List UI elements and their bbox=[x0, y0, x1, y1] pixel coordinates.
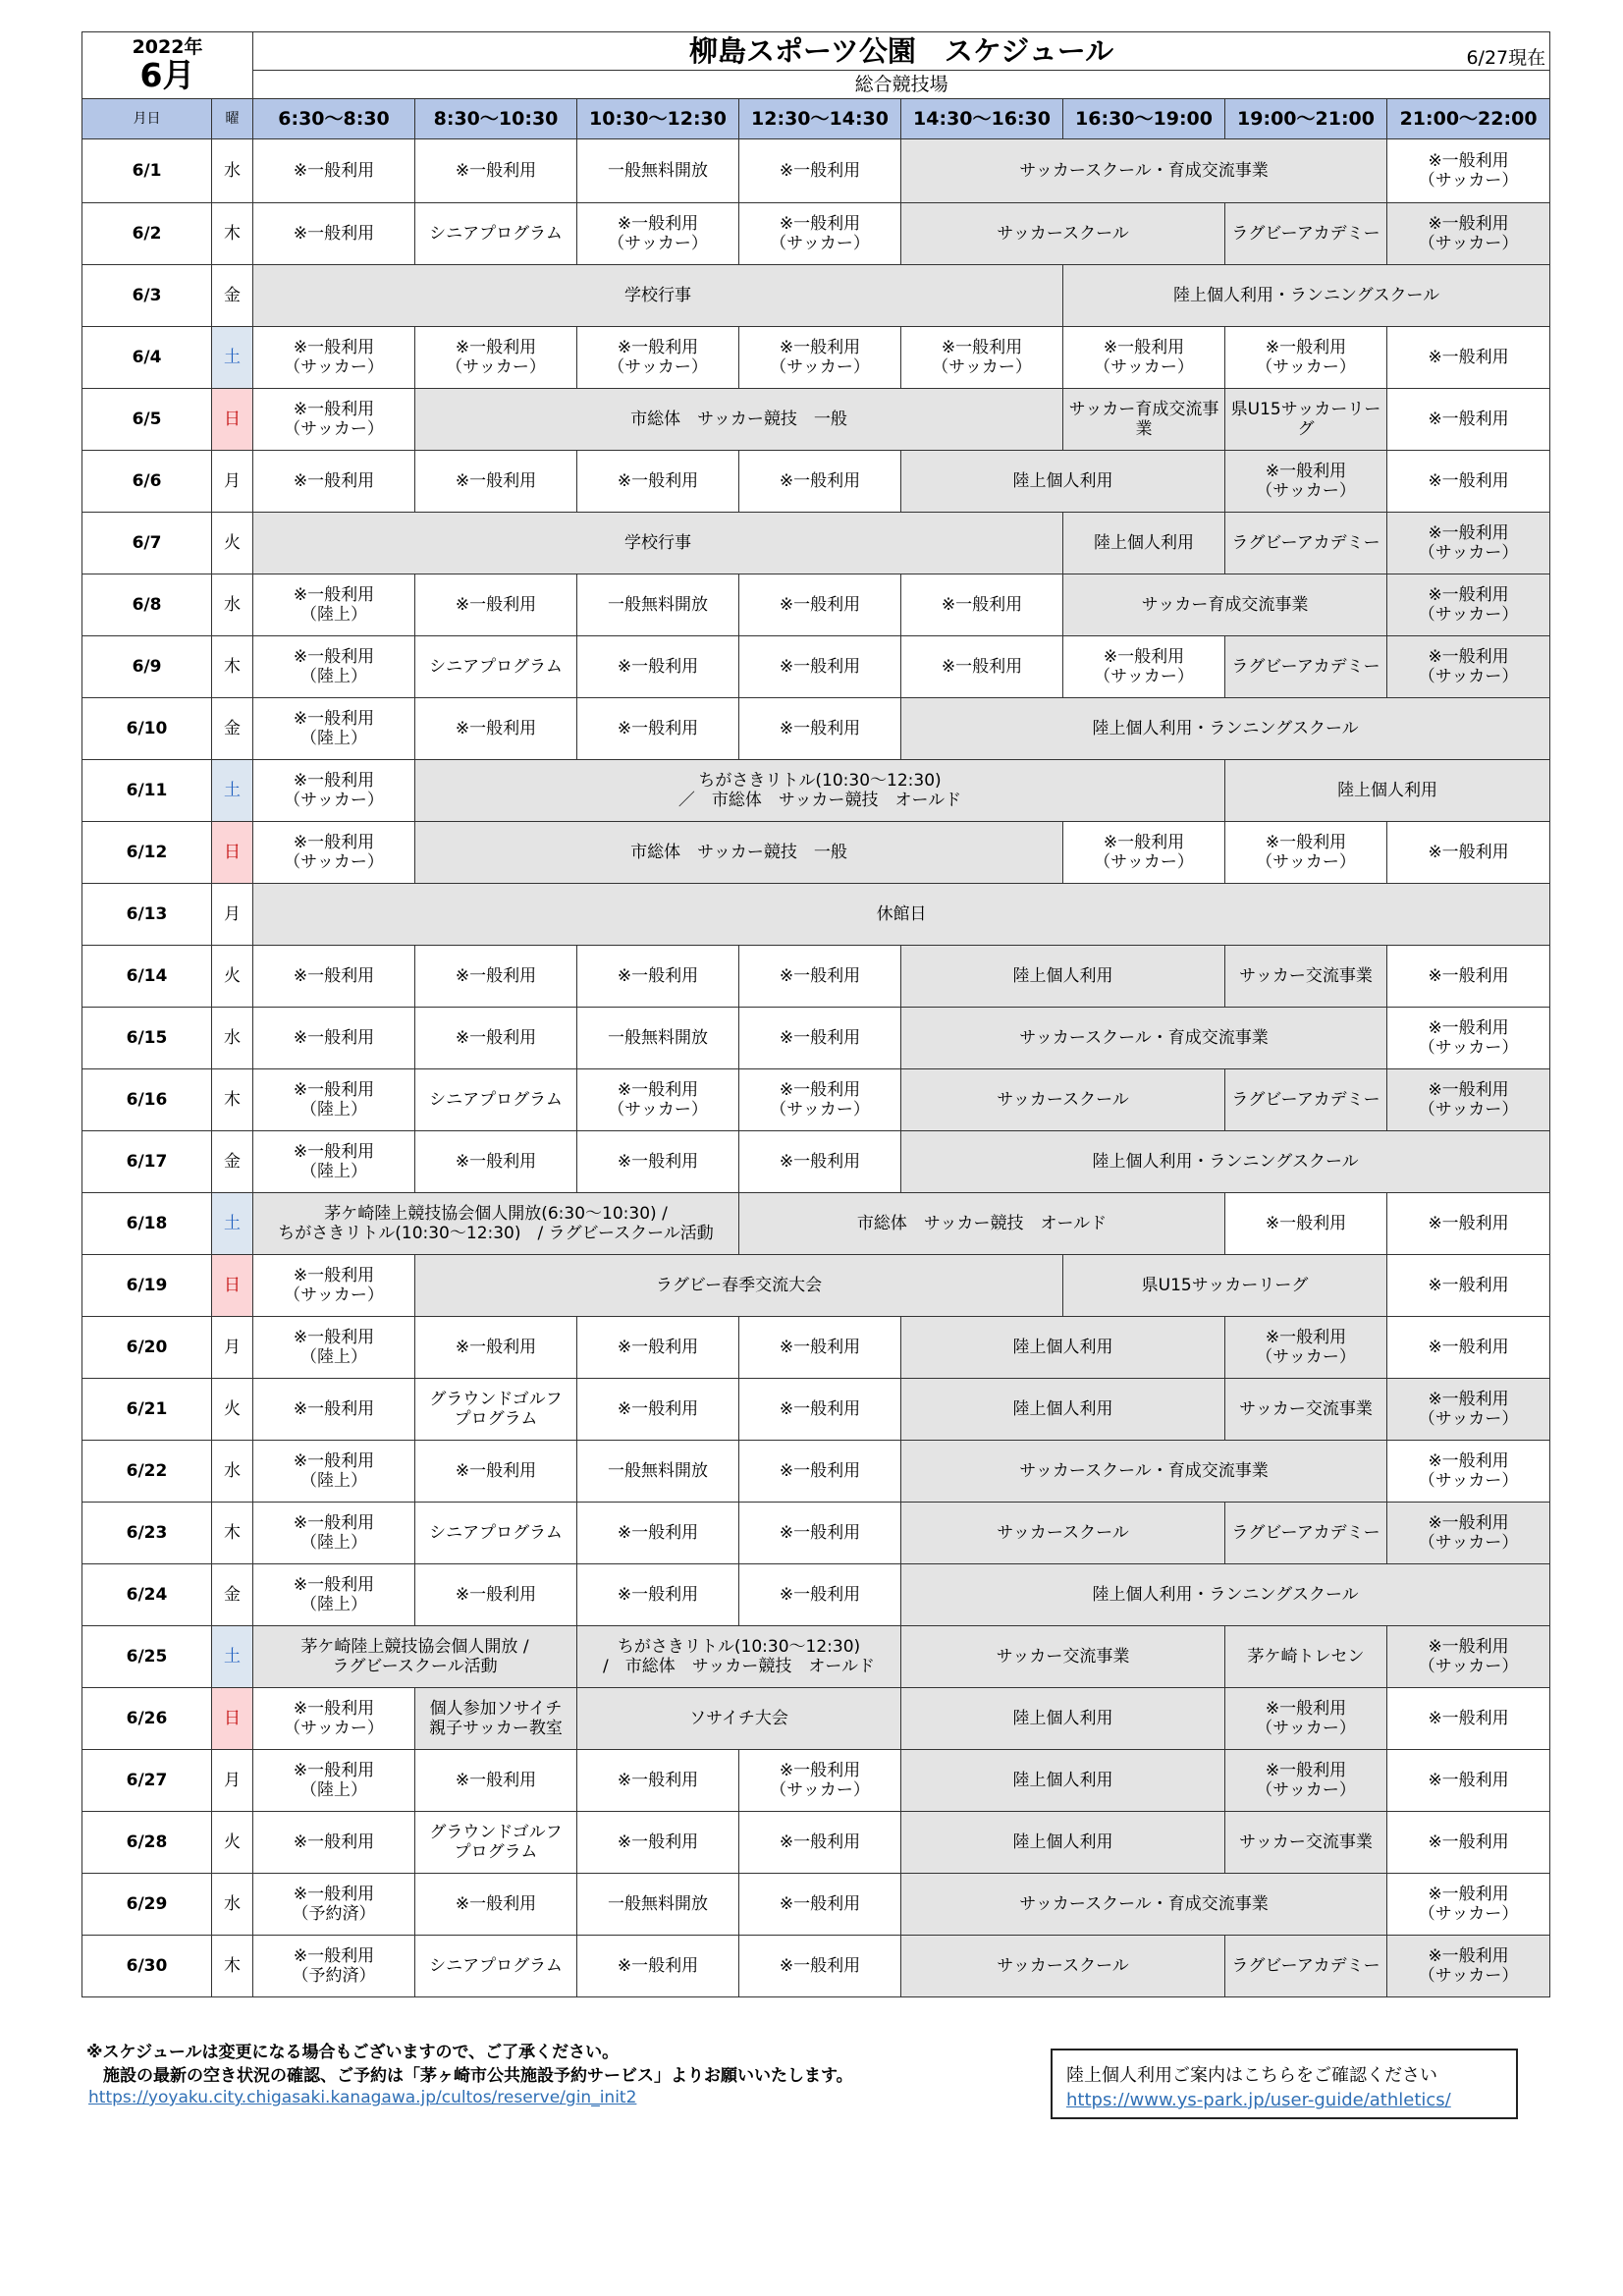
schedule-slot: 陸上個人利用・ランニングスクール bbox=[901, 1564, 1550, 1626]
schedule-slot: ※一般利用 （サッカー） bbox=[253, 1255, 415, 1317]
schedule-slot: ※一般利用 bbox=[1387, 1255, 1550, 1317]
row-weekday: 水 bbox=[212, 1441, 253, 1503]
row-date: 6/7 bbox=[82, 513, 212, 574]
athletics-info-text: 陸上個人利用ご案内はこちらをご確認ください bbox=[1066, 2065, 1437, 2086]
slot-header: 16:30～19:00 bbox=[1063, 99, 1225, 139]
schedule-slot: ※一般利用 （サッカー） bbox=[1387, 1936, 1550, 1997]
row-date: 6/9 bbox=[82, 636, 212, 698]
schedule-slot: ※一般利用 bbox=[415, 139, 577, 203]
schedule-slot: ※一般利用 （陸上） bbox=[253, 1317, 415, 1379]
schedule-slot: ※一般利用 （サッカー） bbox=[1387, 139, 1550, 203]
slot-header: 12:30～14:30 bbox=[739, 99, 901, 139]
schedule-slot: サッカースクール bbox=[901, 1069, 1225, 1131]
schedule-row bbox=[82, 760, 1550, 822]
schedule-slot: ラグビーアカデミー bbox=[1225, 203, 1387, 265]
schedule-slot: ※一般利用 bbox=[577, 1317, 739, 1379]
schedule-slot: 陸上個人利用 bbox=[901, 1750, 1225, 1812]
schedule-slot: ※一般利用 （サッカー） bbox=[1387, 1503, 1550, 1564]
schedule-slot: サッカースクール・育成交流事業 bbox=[901, 1874, 1387, 1936]
schedule-slot: 陸上個人利用 bbox=[901, 946, 1225, 1008]
schedule-change-note: ※スケジュールは変更になる場合もございますので、ご了承ください。 bbox=[86, 2043, 620, 2062]
as-of-date: 6/27現在 bbox=[1466, 46, 1546, 69]
schedule-slot: ※一般利用 （サッカー） bbox=[1063, 327, 1225, 389]
row-date: 6/11 bbox=[82, 760, 212, 822]
schedule-slot: ※一般利用 （サッカー） bbox=[739, 203, 901, 265]
schedule-slot: 個人参加ソサイチ 親子サッカー教室 bbox=[415, 1688, 577, 1750]
schedule-slot: サッカースクール bbox=[901, 1503, 1225, 1564]
schedule-row bbox=[82, 1441, 1550, 1503]
schedule-slot: ※一般利用 bbox=[415, 1750, 577, 1812]
athletics-info-box bbox=[1051, 2049, 1518, 2119]
schedule-title-cell bbox=[253, 32, 1550, 71]
schedule-slot: ※一般利用 bbox=[415, 1441, 577, 1503]
row-weekday: 木 bbox=[212, 1069, 253, 1131]
schedule-slot: ※一般利用 bbox=[577, 1750, 739, 1812]
row-weekday: 土 bbox=[212, 327, 253, 389]
schedule-slot: ※一般利用 bbox=[1387, 1688, 1550, 1750]
schedule-slot: ※一般利用 （陸上） bbox=[253, 1503, 415, 1564]
schedule-slot: ※一般利用 bbox=[739, 1564, 901, 1626]
month-label: 6月 bbox=[139, 55, 195, 94]
schedule-slot: ※一般利用 （サッカー） bbox=[901, 327, 1063, 389]
schedule-slot: サッカー交流事業 bbox=[1225, 1812, 1387, 1874]
schedule-slot: ※一般利用 bbox=[1225, 1193, 1387, 1255]
schedule-slot: 陸上個人利用 bbox=[901, 1812, 1225, 1874]
schedule-slot: ※一般利用 bbox=[415, 451, 577, 513]
schedule-slot: 陸上個人利用・ランニングスクール bbox=[901, 698, 1550, 760]
schedule-row bbox=[82, 636, 1550, 698]
slot-header: 6:30～8:30 bbox=[253, 99, 415, 139]
schedule-slot: ※一般利用 （陸上） bbox=[253, 574, 415, 636]
row-weekday: 火 bbox=[212, 1379, 253, 1441]
schedule-slot: ※一般利用 bbox=[577, 1812, 739, 1874]
schedule-row bbox=[82, 1564, 1550, 1626]
schedule-slot: サッカー交流事業 bbox=[1225, 1379, 1387, 1441]
schedule-slot: ※一般利用 （サッカー） bbox=[253, 327, 415, 389]
month-cell bbox=[82, 32, 253, 99]
schedule-slot: ※一般利用 bbox=[415, 1008, 577, 1069]
schedule-row bbox=[82, 1131, 1550, 1193]
schedule-slot: ※一般利用 bbox=[415, 946, 577, 1008]
schedule-slot: ※一般利用 （サッカー） bbox=[577, 203, 739, 265]
schedule-slot: ※一般利用 bbox=[577, 451, 739, 513]
schedule-slot: ※一般利用 （サッカー） bbox=[577, 1069, 739, 1131]
row-weekday: 月 bbox=[212, 884, 253, 946]
schedule-slot: ラグビーアカデミー bbox=[1225, 513, 1387, 574]
schedule-slot: ※一般利用 bbox=[253, 946, 415, 1008]
schedule-slot: 陸上個人利用 bbox=[901, 1317, 1225, 1379]
reservation-note: 施設の最新の空き状況の確認、ご予約は「茅ヶ崎市公共施設予約サービス」よりお願いいたします。 bbox=[86, 2066, 853, 2086]
schedule-slot: ※一般利用 bbox=[739, 946, 901, 1008]
schedule-slot: ※一般利用 （サッカー） bbox=[1225, 822, 1387, 884]
schedule-slot: ※一般利用 bbox=[1387, 1193, 1550, 1255]
slot-header: 10:30～12:30 bbox=[577, 99, 739, 139]
schedule-slot: ※一般利用 bbox=[415, 574, 577, 636]
row-weekday: 水 bbox=[212, 574, 253, 636]
schedule-row bbox=[82, 389, 1550, 451]
schedule-slot: 茅ケ崎陸上競技協会個人開放 / ラグビースクール活動 bbox=[253, 1626, 577, 1688]
schedule-slot: ※一般利用 （サッカー） bbox=[577, 327, 739, 389]
row-weekday: 金 bbox=[212, 1564, 253, 1626]
schedule-row bbox=[82, 1750, 1550, 1812]
row-date: 6/4 bbox=[82, 327, 212, 389]
row-date: 6/29 bbox=[82, 1874, 212, 1936]
schedule-row bbox=[82, 1936, 1550, 1997]
schedule-slot: 陸上個人利用・ランニングスクール bbox=[1063, 265, 1550, 327]
schedule-slot: ※一般利用 （サッカー） bbox=[1225, 327, 1387, 389]
schedule-slot: サッカー育成交流事業 bbox=[1063, 389, 1225, 451]
schedule-slot: ※一般利用 bbox=[739, 1131, 901, 1193]
schedule-slot: 市総体 サッカー競技 オールド bbox=[739, 1193, 1225, 1255]
schedule-slot: ※一般利用 （サッカー） bbox=[1387, 1069, 1550, 1131]
schedule-slot: ※一般利用 （サッカー） bbox=[1063, 636, 1225, 698]
schedule-row bbox=[82, 139, 1550, 203]
row-date: 6/27 bbox=[82, 1750, 212, 1812]
schedule-slot: ※一般利用 （サッカー） bbox=[1063, 822, 1225, 884]
slot-header: 14:30～16:30 bbox=[901, 99, 1063, 139]
schedule-slot: ※一般利用 bbox=[577, 1936, 739, 1997]
schedule-slot: ※一般利用 bbox=[739, 139, 901, 203]
schedule-row bbox=[82, 1626, 1550, 1688]
schedule-slot: サッカー交流事業 bbox=[1225, 946, 1387, 1008]
row-weekday: 土 bbox=[212, 760, 253, 822]
schedule-slot: ※一般利用 bbox=[253, 1008, 415, 1069]
schedule-slot: 学校行事 bbox=[253, 265, 1063, 327]
schedule-slot: ※一般利用 bbox=[739, 1503, 901, 1564]
schedule-slot: ※一般利用 bbox=[739, 1379, 901, 1441]
schedule-row bbox=[82, 1008, 1550, 1069]
schedule-slot: シニアプログラム bbox=[415, 203, 577, 265]
row-weekday: 金 bbox=[212, 265, 253, 327]
schedule-slot: ※一般利用 bbox=[577, 636, 739, 698]
schedule-slot: ※一般利用 bbox=[1387, 1317, 1550, 1379]
schedule-slot: サッカースクール bbox=[901, 1936, 1225, 1997]
schedule-slot: サッカー交流事業 bbox=[901, 1626, 1225, 1688]
schedule-slot: ラグビー春季交流大会 bbox=[415, 1255, 1063, 1317]
schedule-slot: グラウンドゴルフ プログラム bbox=[415, 1379, 577, 1441]
row-weekday: 木 bbox=[212, 1936, 253, 1997]
schedule-slot: シニアプログラム bbox=[415, 1069, 577, 1131]
schedule-slot: 市総体 サッカー競技 一般 bbox=[415, 389, 1063, 451]
schedule-slot: ※一般利用 （陸上） bbox=[253, 1131, 415, 1193]
schedule-slot: ラグビーアカデミー bbox=[1225, 1503, 1387, 1564]
schedule-slot: ※一般利用 bbox=[739, 1936, 901, 1997]
schedule-slot: グラウンドゴルフ プログラム bbox=[415, 1812, 577, 1874]
reservation-link[interactable]: https://yoyaku.city.chigasaki.kanagawa.jp/cultos/reserve/gin_init2 bbox=[88, 2088, 637, 2107]
schedule-slot: ※一般利用 bbox=[577, 1379, 739, 1441]
schedule-slot: 休館日 bbox=[253, 884, 1550, 946]
schedule-slot: ※一般利用 （サッカー） bbox=[1387, 1626, 1550, 1688]
row-date: 6/14 bbox=[82, 946, 212, 1008]
schedule-slot: サッカースクール・育成交流事業 bbox=[901, 139, 1387, 203]
schedule-slot: ※一般利用 bbox=[577, 1564, 739, 1626]
row-date: 6/22 bbox=[82, 1441, 212, 1503]
schedule-slot: ※一般利用 bbox=[739, 698, 901, 760]
schedule-slot: 一般無料開放 bbox=[577, 1874, 739, 1936]
schedule-slot: ※一般利用 （予約済） bbox=[253, 1936, 415, 1997]
row-weekday: 金 bbox=[212, 1131, 253, 1193]
schedule-slot: 陸上個人利用 bbox=[901, 1379, 1225, 1441]
slot-header: 8:30～10:30 bbox=[415, 99, 577, 139]
row-weekday: 日 bbox=[212, 1255, 253, 1317]
header-row bbox=[82, 99, 1550, 139]
schedule-slot: ※一般利用 bbox=[739, 636, 901, 698]
schedule-slot: 県U15サッカーリーグ bbox=[1225, 389, 1387, 451]
row-weekday: 火 bbox=[212, 946, 253, 1008]
row-date: 6/13 bbox=[82, 884, 212, 946]
row-weekday: 月 bbox=[212, 451, 253, 513]
schedule-slot: ※一般利用 bbox=[739, 1812, 901, 1874]
schedule-slot: ※一般利用 bbox=[253, 1379, 415, 1441]
schedule-slot: 陸上個人利用・ランニングスクール bbox=[901, 1131, 1550, 1193]
schedule-title: 柳島スポーツ公園 スケジュール bbox=[689, 33, 1114, 68]
schedule-slot: ※一般利用 （予約済） bbox=[253, 1874, 415, 1936]
row-date: 6/10 bbox=[82, 698, 212, 760]
row-weekday: 土 bbox=[212, 1626, 253, 1688]
row-date: 6/3 bbox=[82, 265, 212, 327]
schedule-slot: 一般無料開放 bbox=[577, 574, 739, 636]
schedule-slot: ※一般利用 bbox=[415, 1317, 577, 1379]
schedule-slot: 学校行事 bbox=[253, 513, 1063, 574]
schedule-slot: サッカースクール bbox=[901, 203, 1225, 265]
schedule-slot: ※一般利用 （サッカー） bbox=[1225, 1317, 1387, 1379]
row-weekday: 水 bbox=[212, 139, 253, 203]
schedule-slot: ※一般利用 （サッカー） bbox=[739, 1069, 901, 1131]
schedule-slot: ※一般利用 bbox=[577, 698, 739, 760]
schedule-slot: シニアプログラム bbox=[415, 1936, 577, 1997]
schedule-slot: 県U15サッカーリーグ bbox=[1063, 1255, 1387, 1317]
row-weekday: 木 bbox=[212, 1503, 253, 1564]
row-date: 6/8 bbox=[82, 574, 212, 636]
schedule-row bbox=[82, 1317, 1550, 1379]
schedule-slot: ※一般利用 bbox=[739, 574, 901, 636]
row-weekday: 火 bbox=[212, 1812, 253, 1874]
row-weekday: 日 bbox=[212, 1688, 253, 1750]
schedule-slot: ※一般利用 （サッカー） bbox=[253, 822, 415, 884]
row-date: 6/12 bbox=[82, 822, 212, 884]
row-date: 6/6 bbox=[82, 451, 212, 513]
schedule-row bbox=[82, 884, 1550, 946]
schedule-slot: ※一般利用 bbox=[739, 1008, 901, 1069]
schedule-slot: ラグビーアカデミー bbox=[1225, 1069, 1387, 1131]
schedule-slot: シニアプログラム bbox=[415, 636, 577, 698]
schedule-row bbox=[82, 1503, 1550, 1564]
row-date: 6/26 bbox=[82, 1688, 212, 1750]
schedule-slot: ※一般利用 （サッカー） bbox=[739, 1750, 901, 1812]
schedule-slot: ※一般利用 （サッカー） bbox=[739, 327, 901, 389]
row-date: 6/20 bbox=[82, 1317, 212, 1379]
athletics-info-link[interactable]: https://www.ys-park.jp/user-guide/athletics/ bbox=[1066, 2090, 1451, 2110]
schedule-slot: 陸上個人利用 bbox=[1063, 513, 1225, 574]
schedule-slot: ※一般利用 bbox=[253, 203, 415, 265]
schedule-slot: ※一般利用 （サッカー） bbox=[253, 760, 415, 822]
schedule-slot: ※一般利用 bbox=[1387, 389, 1550, 451]
schedule-row bbox=[82, 698, 1550, 760]
schedule-slot: ※一般利用 bbox=[1387, 1812, 1550, 1874]
schedule-slot: ※一般利用 bbox=[901, 574, 1063, 636]
schedule-slot: ※一般利用 （サッカー） bbox=[1225, 1688, 1387, 1750]
row-date: 6/19 bbox=[82, 1255, 212, 1317]
schedule-table bbox=[81, 31, 1550, 1997]
schedule-slot: ※一般利用 bbox=[739, 1874, 901, 1936]
row-date: 6/5 bbox=[82, 389, 212, 451]
schedule-row bbox=[82, 822, 1550, 884]
schedule-row bbox=[82, 574, 1550, 636]
row-weekday: 土 bbox=[212, 1193, 253, 1255]
row-date: 6/16 bbox=[82, 1069, 212, 1131]
schedule-slot: 一般無料開放 bbox=[577, 1008, 739, 1069]
row-date: 6/30 bbox=[82, 1936, 212, 1997]
schedule-slot: ※一般利用 bbox=[415, 1564, 577, 1626]
schedule-slot: サッカースクール・育成交流事業 bbox=[901, 1008, 1387, 1069]
schedule-row bbox=[82, 265, 1550, 327]
schedule-row bbox=[82, 513, 1550, 574]
schedule-row bbox=[82, 1874, 1550, 1936]
schedule-row bbox=[82, 1688, 1550, 1750]
row-weekday: 月 bbox=[212, 1750, 253, 1812]
schedule-row bbox=[82, 1193, 1550, 1255]
schedule-slot: ラグビーアカデミー bbox=[1225, 636, 1387, 698]
schedule-slot: 市総体 サッカー競技 一般 bbox=[415, 822, 1063, 884]
schedule-slot: 茅ケ崎トレセン bbox=[1225, 1626, 1387, 1688]
schedule-slot: ※一般利用 （サッカー） bbox=[1225, 1750, 1387, 1812]
schedule-slot: ※一般利用 bbox=[901, 636, 1063, 698]
schedule-slot: シニアプログラム bbox=[415, 1503, 577, 1564]
schedule-slot: サッカースクール・育成交流事業 bbox=[901, 1441, 1387, 1503]
row-date: 6/1 bbox=[82, 139, 212, 203]
weekday-column-header: 曜 bbox=[212, 99, 253, 139]
row-weekday: 火 bbox=[212, 513, 253, 574]
schedule-slot: ※一般利用 bbox=[577, 946, 739, 1008]
row-date: 6/24 bbox=[82, 1564, 212, 1626]
schedule-slot: ※一般利用 bbox=[253, 139, 415, 203]
row-date: 6/28 bbox=[82, 1812, 212, 1874]
schedule-slot: ※一般利用 （サッカー） bbox=[1387, 1008, 1550, 1069]
schedule-slot: ※一般利用 （サッカー） bbox=[1387, 1379, 1550, 1441]
schedule-slot: ※一般利用 （陸上） bbox=[253, 1441, 415, 1503]
schedule-slot: 陸上個人利用 bbox=[901, 451, 1225, 513]
schedule-slot: ※一般利用 bbox=[1387, 1750, 1550, 1812]
schedule-slot: ※一般利用 bbox=[739, 1317, 901, 1379]
row-date: 6/21 bbox=[82, 1379, 212, 1441]
row-date: 6/17 bbox=[82, 1131, 212, 1193]
schedule-row bbox=[82, 203, 1550, 265]
schedule-slot: ※一般利用 bbox=[739, 1441, 901, 1503]
row-weekday: 月 bbox=[212, 1317, 253, 1379]
schedule-row bbox=[82, 327, 1550, 389]
schedule-slot: ※一般利用 （サッカー） bbox=[1387, 1874, 1550, 1936]
schedule-slot: ※一般利用 bbox=[1387, 946, 1550, 1008]
row-date: 6/15 bbox=[82, 1008, 212, 1069]
row-weekday: 水 bbox=[212, 1874, 253, 1936]
row-date: 6/2 bbox=[82, 203, 212, 265]
schedule-slot: ※一般利用 bbox=[577, 1131, 739, 1193]
schedule-slot: 陸上個人利用 bbox=[901, 1688, 1225, 1750]
schedule-slot: ※一般利用 bbox=[415, 698, 577, 760]
schedule-body bbox=[82, 32, 1550, 1997]
schedule-row bbox=[82, 1069, 1550, 1131]
schedule-slot: ※一般利用 bbox=[577, 1503, 739, 1564]
schedule-slot: ※一般利用 （サッカー） bbox=[1387, 513, 1550, 574]
schedule-slot: ソサイチ大会 bbox=[577, 1688, 901, 1750]
schedule-slot: ※一般利用 bbox=[415, 1874, 577, 1936]
schedule-row bbox=[82, 946, 1550, 1008]
schedule-slot: ※一般利用 （サッカー） bbox=[253, 1688, 415, 1750]
slot-header: 21:00～22:00 bbox=[1387, 99, 1550, 139]
schedule-slot: サッカー育成交流事業 bbox=[1063, 574, 1387, 636]
schedule-slot: ※一般利用 （サッカー） bbox=[253, 389, 415, 451]
schedule-slot: ※一般利用 bbox=[1387, 327, 1550, 389]
schedule-slot: 一般無料開放 bbox=[577, 1441, 739, 1503]
schedule-slot: ※一般利用 （陸上） bbox=[253, 1069, 415, 1131]
schedule-slot: ※一般利用 bbox=[739, 451, 901, 513]
row-weekday: 日 bbox=[212, 822, 253, 884]
schedule-slot: 陸上個人利用 bbox=[1225, 760, 1550, 822]
slot-header: 19:00～21:00 bbox=[1225, 99, 1387, 139]
schedule-row bbox=[82, 1812, 1550, 1874]
schedule-slot: ※一般利用 bbox=[1387, 822, 1550, 884]
schedule-slot: ※一般利用 （サッカー） bbox=[415, 327, 577, 389]
row-weekday: 水 bbox=[212, 1008, 253, 1069]
row-weekday: 金 bbox=[212, 698, 253, 760]
schedule-slot: ちがさきリトル(10:30～12:30) ／ 市総体 サッカー競技 オールド bbox=[415, 760, 1225, 822]
row-date: 6/25 bbox=[82, 1626, 212, 1688]
year-label: 2022年 bbox=[132, 35, 203, 58]
schedule-slot: ※一般利用 （陸上） bbox=[253, 1564, 415, 1626]
schedule-slot: ※一般利用 （サッカー） bbox=[1225, 451, 1387, 513]
row-date: 6/18 bbox=[82, 1193, 212, 1255]
schedule-slot: ※一般利用 bbox=[415, 1131, 577, 1193]
venue-label: 総合競技場 bbox=[253, 71, 1550, 99]
schedule-slot: ※一般利用 bbox=[253, 1812, 415, 1874]
schedule-slot: 茅ケ崎陸上競技協会個人開放(6:30～10:30) / ちがさきリトル(10:30～12:30) / ラグビースクール活動 bbox=[253, 1193, 739, 1255]
schedule-slot: ※一般利用 （サッカー） bbox=[1387, 574, 1550, 636]
schedule-slot: ※一般利用 （陸上） bbox=[253, 698, 415, 760]
row-date: 6/23 bbox=[82, 1503, 212, 1564]
row-weekday: 日 bbox=[212, 389, 253, 451]
schedule-slot: ちがさきリトル(10:30～12:30) / 市総体 サッカー競技 オールド bbox=[577, 1626, 901, 1688]
schedule-slot: ※一般利用 bbox=[253, 451, 415, 513]
schedule-slot: ※一般利用 （サッカー） bbox=[1387, 1441, 1550, 1503]
schedule-slot: 一般無料開放 bbox=[577, 139, 739, 203]
schedule-slot: ※一般利用 （陸上） bbox=[253, 636, 415, 698]
date-column-header: 月日 bbox=[82, 99, 212, 139]
schedule-slot: ※一般利用 bbox=[1387, 451, 1550, 513]
row-weekday: 木 bbox=[212, 203, 253, 265]
row-weekday: 木 bbox=[212, 636, 253, 698]
schedule-slot: ※一般利用 （サッカー） bbox=[1387, 636, 1550, 698]
schedule-slot: ※一般利用 （陸上） bbox=[253, 1750, 415, 1812]
schedule-row bbox=[82, 451, 1550, 513]
schedule-slot: ラグビーアカデミー bbox=[1225, 1936, 1387, 1997]
schedule-row bbox=[82, 1255, 1550, 1317]
schedule-row bbox=[82, 1379, 1550, 1441]
schedule-slot: ※一般利用 （サッカー） bbox=[1387, 203, 1550, 265]
